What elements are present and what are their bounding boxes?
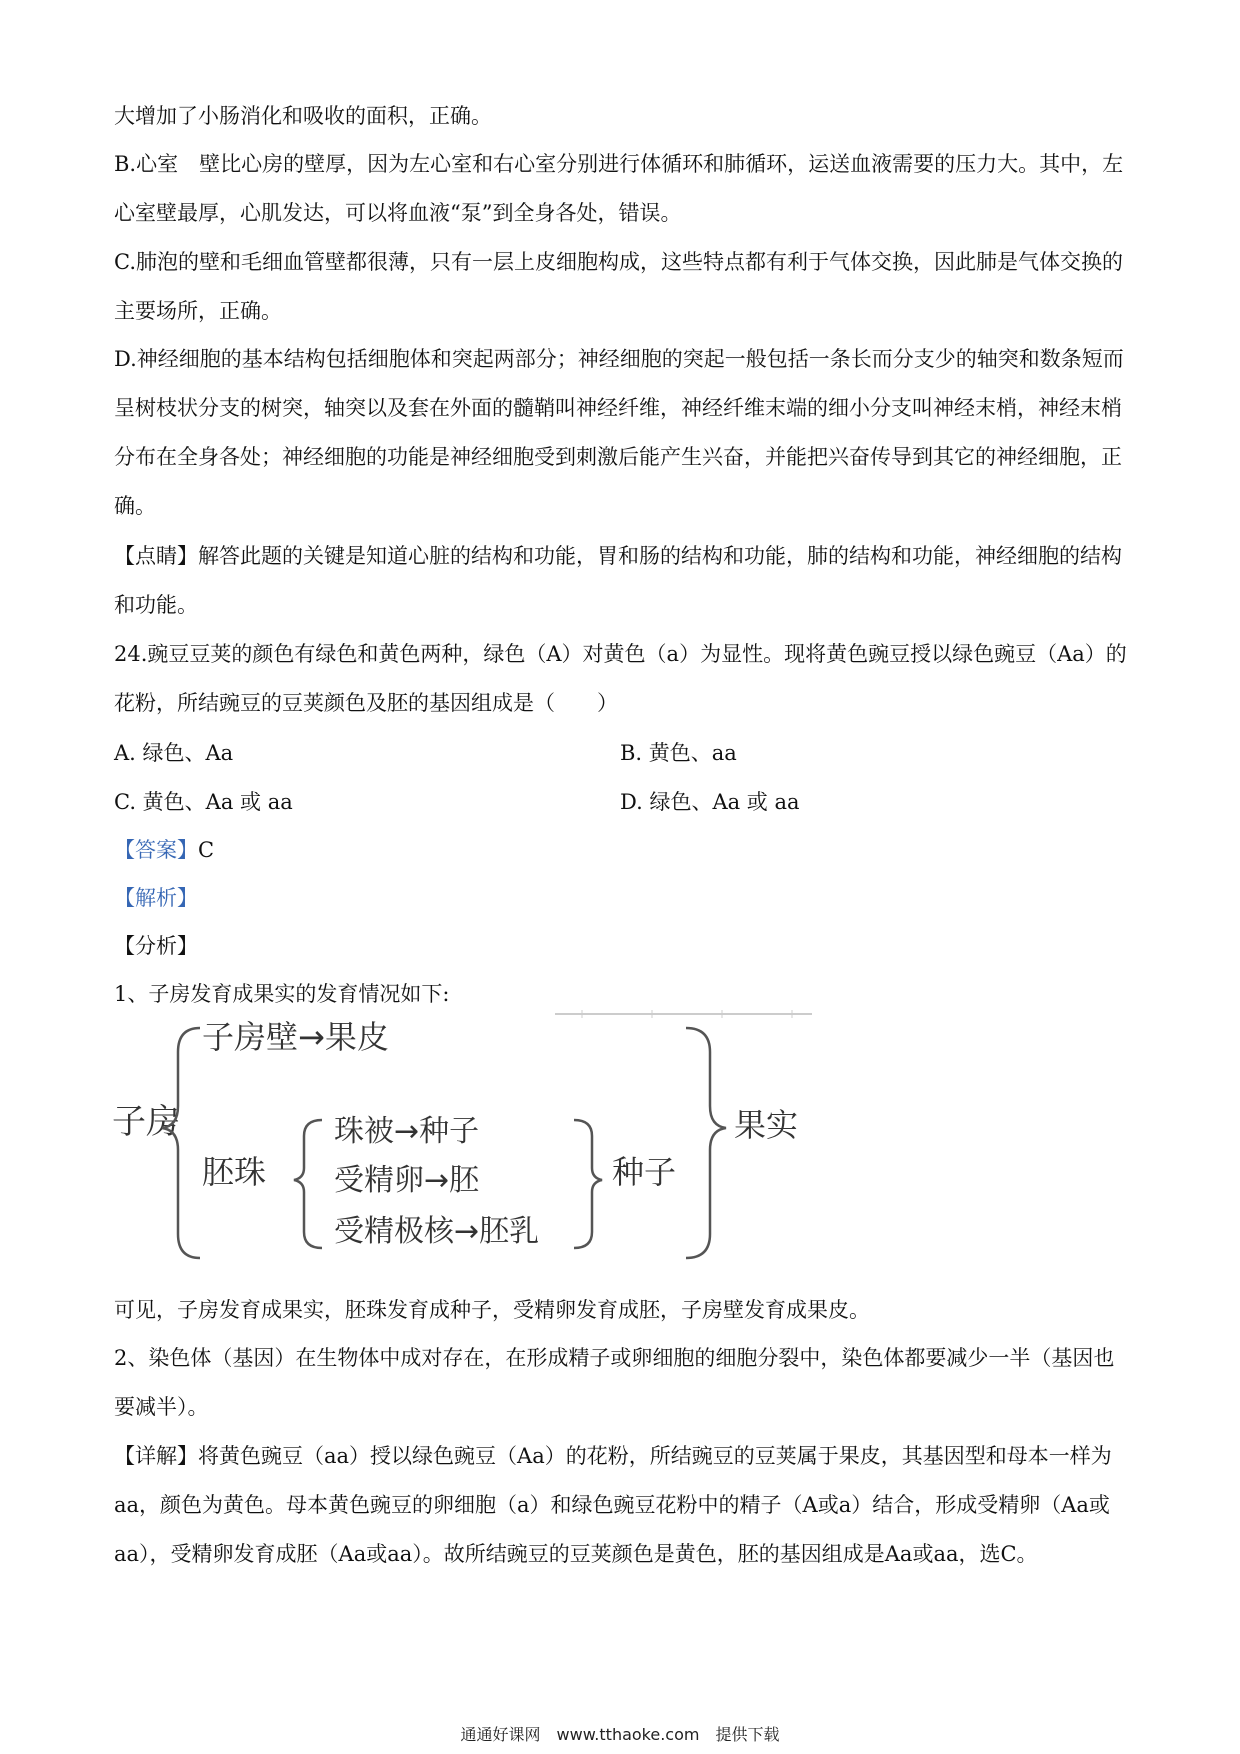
right-brace — [686, 1028, 726, 1258]
fenxi-heading — [114, 922, 1134, 971]
label-zhubei: 珠被→种子 — [334, 1114, 480, 1149]
question-24 — [114, 630, 1134, 728]
conclusion-text: 可见，子房发育成果实，胚珠发育成种子，受精卵发育成胚，子房壁发育成果皮。 — [114, 1298, 870, 1322]
inner-right-brace — [574, 1120, 602, 1248]
question-text: 24.豌豆豆荚的颜色有绿色和黄色两种，绿色（A）对黄色（a）为显性。现将黄色豌豆授以绿色豌豆（Aa）的花粉，所结豌豆的豆荚颜色及胚的基因组成是（ ） — [114, 642, 1127, 715]
label-zifang: 子房 — [112, 1102, 180, 1142]
detail-text: 将黄色豌豆（aa）授以绿色豌豆（Aa）的花粉，所结豌豆的豆荚属于果皮，其基因型和母本一样为aa，颜色为黄色。母本黄色豌豆的卵细胞（a）和绿色豌豆花粉中的精子（A或a）结合，形成受精卵（Aa或aa），受精卵发育成胚（Aa或aa）。故所结豌豆的豆荚颜色是黄色，胚的基因组成是Aa或aa，选C。 — [114, 1444, 1112, 1566]
paragraph-text: 解答此题的关键是知道心脏的结构和功能，胃和肠的结构和功能，肺的结构和功能，神经细胞的结构和功能。 — [114, 544, 1122, 617]
point-2 — [114, 1334, 1134, 1432]
label-shoujingluan: 受精卵→胚 — [334, 1163, 480, 1198]
point-2-text: 2、染色体（基因）在生物体中成对存在，在形成精子或卵细胞的细胞分裂中，染色体都要减少一半（基因也要减半）。 — [114, 1346, 1115, 1419]
paragraph-option-c-explanation — [114, 238, 1134, 336]
answer-value: C — [198, 838, 215, 862]
left-brace — [162, 1028, 200, 1258]
detail-paragraph — [114, 1432, 1134, 1579]
detail-tag: 【详解】 — [114, 1444, 198, 1468]
analysis-tag: 【解析】 — [114, 886, 198, 910]
paragraph-option-d-explanation — [114, 335, 1134, 531]
conclusion — [114, 1286, 1134, 1335]
option-d: D. 绿色、Aa 或 aa — [620, 790, 800, 814]
paragraph-text: B.心室 壁比心房的壁厚，因为左心室和右心室分别进行体循环和肺循环，运送血液需要的压力大。其中，左心室壁最厚，心肌发达，可以将血液“泵”到全身各处，错误。 — [114, 152, 1124, 225]
paragraph-text: C.肺泡的壁和毛细血管壁都很薄，只有一层上皮细胞构成，这些特点都有利于气体交换，因此肺是气体交换的主要场所，正确。 — [114, 250, 1123, 323]
page-footer: 通通好课网 www.tthaoke.com 提供下载 — [460, 1725, 780, 1744]
analysis-heading — [114, 874, 1134, 923]
option-a: A. 绿色、Aa — [114, 741, 234, 765]
label-zhongzi: 种子 — [612, 1153, 677, 1191]
label-shoujingjihe: 受精极核→胚乳 — [334, 1214, 540, 1249]
label-peizhu: 胚珠 — [202, 1153, 267, 1191]
paragraph-text: 大增加了小肠消化和吸收的面积，正确。 — [114, 104, 492, 128]
paragraph-key-point — [114, 532, 1134, 630]
point-1-text: 1、子房发育成果实的发育情况如下: — [114, 982, 450, 1006]
paragraph-option-b-explanation — [114, 140, 1134, 238]
answer-line — [114, 826, 1134, 875]
label-zifangbi: 子房壁→果皮 — [202, 1018, 389, 1056]
option-c: C. 黄色、Aa 或 aa — [114, 790, 293, 814]
key-point-tag: 【点睛】 — [114, 544, 198, 568]
option-b: B. 黄色、aa — [620, 741, 737, 765]
inner-left-brace — [294, 1120, 322, 1248]
fenxi-tag: 【分析】 — [114, 934, 198, 958]
paragraph-small-intestine — [114, 92, 1134, 141]
ovary-development-diagram — [112, 1008, 832, 1278]
answer-tag: 【答案】 — [114, 838, 198, 862]
paragraph-text: D.神经细胞的基本结构包括细胞体和突起两部分；神经细胞的突起一般包括一条长而分支少的轴突和数条短而呈树枝状分支的树突，轴突以及套在外面的髓鞘叫神经纤维，神经纤维末端的细小分支叫神经末梢，神经末梢分布在全身各处；神经细胞的功能是神经细胞受到刺激后能产生兴奋，并能把兴奋传导到其它的神经细胞，正确。 — [114, 347, 1124, 518]
label-guoshi: 果实 — [734, 1106, 799, 1144]
